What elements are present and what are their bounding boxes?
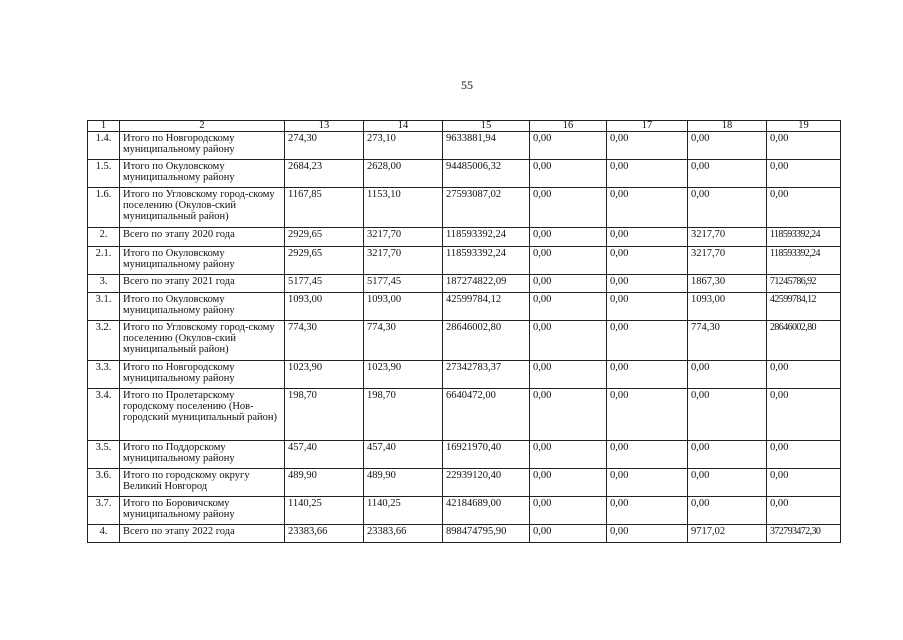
cell-c17: 0,00	[607, 469, 688, 497]
header-row	[88, 121, 841, 132]
column-header: 1	[88, 121, 120, 132]
cell-c16: 0,00	[530, 160, 607, 188]
table-row	[88, 469, 841, 497]
cell-c15: 9633881,94	[443, 132, 530, 160]
cell-c18: 3217,70	[688, 228, 767, 247]
cell-name: Итого по Боровичскому муниципальному району	[120, 497, 285, 525]
cell-c19: 118593392,24	[767, 228, 841, 247]
cell-num: 4.	[88, 525, 120, 543]
cell-c16: 0,00	[530, 441, 607, 469]
column-header: 2	[120, 121, 285, 132]
table-row	[88, 132, 841, 160]
cell-c13: 5177,45	[285, 275, 364, 293]
cell-c16: 0,00	[530, 389, 607, 441]
cell-c17: 0,00	[607, 389, 688, 441]
cell-c14: 1140,25	[364, 497, 443, 525]
cell-c17: 0,00	[607, 321, 688, 361]
cell-c17: 0,00	[607, 441, 688, 469]
cell-c14: 198,70	[364, 389, 443, 441]
cell-c14: 3217,70	[364, 228, 443, 247]
cell-c15: 16921970,40	[443, 441, 530, 469]
cell-c19: 0,00	[767, 441, 841, 469]
cell-c15: 22939120,40	[443, 469, 530, 497]
cell-name: Всего по этапу 2020 года	[120, 228, 285, 247]
cell-num: 1.6.	[88, 188, 120, 228]
cell-c16: 0,00	[530, 132, 607, 160]
cell-c15: 27342783,37	[443, 361, 530, 389]
cell-name: Итого по Поддорскому муниципальному району	[120, 441, 285, 469]
cell-c16: 0,00	[530, 228, 607, 247]
cell-c18: 0,00	[688, 188, 767, 228]
cell-name: Итого по Угловскому город-скому поселению (Окулов-ский муниципальный район)	[120, 321, 285, 361]
cell-num: 2.	[88, 228, 120, 247]
cell-c13: 2929,65	[285, 247, 364, 275]
cell-c13: 2684,23	[285, 160, 364, 188]
cell-c13: 23383,66	[285, 525, 364, 543]
table-row	[88, 228, 841, 247]
cell-c15: 94485006,32	[443, 160, 530, 188]
cell-c13: 1023,90	[285, 361, 364, 389]
cell-c17: 0,00	[607, 160, 688, 188]
cell-c19: 0,00	[767, 497, 841, 525]
cell-c13: 274,30	[285, 132, 364, 160]
cell-c18: 0,00	[688, 361, 767, 389]
cell-c18: 0,00	[688, 132, 767, 160]
cell-c17: 0,00	[607, 525, 688, 543]
cell-c19: 42599784,12	[767, 293, 841, 321]
cell-c19: 0,00	[767, 469, 841, 497]
cell-c13: 489,90	[285, 469, 364, 497]
cell-c17: 0,00	[607, 247, 688, 275]
cell-c16: 0,00	[530, 469, 607, 497]
cell-name: Итого по Пролетарскому городскому поселению (Нов-городский муниципальный район)	[120, 389, 285, 441]
cell-c17: 0,00	[607, 188, 688, 228]
cell-c13: 457,40	[285, 441, 364, 469]
cell-c17: 0,00	[607, 293, 688, 321]
cell-c14: 3217,70	[364, 247, 443, 275]
cell-c19: 0,00	[767, 188, 841, 228]
cell-c14: 489,90	[364, 469, 443, 497]
cell-num: 1.5.	[88, 160, 120, 188]
cell-num: 3.3.	[88, 361, 120, 389]
cell-c13: 1093,00	[285, 293, 364, 321]
cell-num: 2.1.	[88, 247, 120, 275]
cell-c19: 118593392,24	[767, 247, 841, 275]
column-header: 14	[364, 121, 443, 132]
cell-num: 3.6.	[88, 469, 120, 497]
cell-c18: 0,00	[688, 389, 767, 441]
column-header: 19	[767, 121, 841, 132]
column-header: 17	[607, 121, 688, 132]
table-row	[88, 361, 841, 389]
cell-c16: 0,00	[530, 497, 607, 525]
cell-c15: 27593087,02	[443, 188, 530, 228]
cell-c14: 273,10	[364, 132, 443, 160]
cell-name: Всего по этапу 2021 года	[120, 275, 285, 293]
cell-c14: 774,30	[364, 321, 443, 361]
cell-c18: 1867,30	[688, 275, 767, 293]
column-header: 13	[285, 121, 364, 132]
cell-c15: 898474795,90	[443, 525, 530, 543]
cell-c15: 28646002,80	[443, 321, 530, 361]
cell-c19: 0,00	[767, 160, 841, 188]
cell-name: Итого по Новгородскому муниципальному району	[120, 361, 285, 389]
cell-name: Итого по Окуловскому муниципальному району	[120, 293, 285, 321]
cell-num: 3.5.	[88, 441, 120, 469]
cell-c17: 0,00	[607, 497, 688, 525]
cell-c13: 774,30	[285, 321, 364, 361]
page-number: 55	[461, 78, 473, 92]
cell-name: Всего по этапу 2022 года	[120, 525, 285, 543]
cell-c15: 118593392,24	[443, 247, 530, 275]
cell-c17: 0,00	[607, 275, 688, 293]
cell-num: 1.4.	[88, 132, 120, 160]
cell-c14: 1153,10	[364, 188, 443, 228]
table-row	[88, 441, 841, 469]
table-row	[88, 160, 841, 188]
cell-c19: 0,00	[767, 361, 841, 389]
cell-c16: 0,00	[530, 188, 607, 228]
cell-c13: 2929,65	[285, 228, 364, 247]
table-row	[88, 293, 841, 321]
cell-c16: 0,00	[530, 321, 607, 361]
cell-c15: 118593392,24	[443, 228, 530, 247]
cell-c14: 5177,45	[364, 275, 443, 293]
cell-c18: 774,30	[688, 321, 767, 361]
cell-num: 3.	[88, 275, 120, 293]
cell-c18: 0,00	[688, 160, 767, 188]
cell-c19: 71245786,92	[767, 275, 841, 293]
cell-name: Итого по городскому округу Великий Новгород	[120, 469, 285, 497]
cell-c15: 42599784,12	[443, 293, 530, 321]
cell-c18: 3217,70	[688, 247, 767, 275]
cell-c15: 187274822,09	[443, 275, 530, 293]
cell-c19: 0,00	[767, 389, 841, 441]
cell-c14: 2628,00	[364, 160, 443, 188]
cell-c17: 0,00	[607, 361, 688, 389]
cell-num: 3.7.	[88, 497, 120, 525]
table-row	[88, 525, 841, 543]
table-row	[88, 389, 841, 441]
table-row	[88, 247, 841, 275]
cell-c16: 0,00	[530, 293, 607, 321]
cell-c15: 42184689,00	[443, 497, 530, 525]
cell-c13: 1140,25	[285, 497, 364, 525]
column-header: 16	[530, 121, 607, 132]
cell-c13: 1167,85	[285, 188, 364, 228]
cell-c16: 0,00	[530, 525, 607, 543]
cell-c15: 6640472,00	[443, 389, 530, 441]
table-row	[88, 188, 841, 228]
cell-num: 3.2.	[88, 321, 120, 361]
cell-c17: 0,00	[607, 132, 688, 160]
cell-num: 3.1.	[88, 293, 120, 321]
cell-c16: 0,00	[530, 361, 607, 389]
column-header: 18	[688, 121, 767, 132]
cell-c18: 0,00	[688, 469, 767, 497]
cell-c18: 0,00	[688, 441, 767, 469]
cell-c19: 372793472,30	[767, 525, 841, 543]
cell-c14: 1023,90	[364, 361, 443, 389]
column-header: 15	[443, 121, 530, 132]
cell-name: Итого по Угловскому город-скому поселению (Окулов-ский муниципальный район)	[120, 188, 285, 228]
cell-c14: 1093,00	[364, 293, 443, 321]
cell-c18: 1093,00	[688, 293, 767, 321]
table-row	[88, 321, 841, 361]
cell-c14: 457,40	[364, 441, 443, 469]
cell-num: 3.4.	[88, 389, 120, 441]
table-body	[88, 121, 841, 543]
cell-c16: 0,00	[530, 275, 607, 293]
cell-c17: 0,00	[607, 228, 688, 247]
cell-name: Итого по Окуловскому муниципальному району	[120, 160, 285, 188]
cell-c14: 23383,66	[364, 525, 443, 543]
table-row	[88, 275, 841, 293]
data-table	[87, 120, 841, 543]
cell-c18: 9717,02	[688, 525, 767, 543]
cell-c19: 28646002,80	[767, 321, 841, 361]
cell-c16: 0,00	[530, 247, 607, 275]
cell-name: Итого по Окуловскому муниципальному району	[120, 247, 285, 275]
cell-c18: 0,00	[688, 497, 767, 525]
table-row	[88, 497, 841, 525]
cell-c13: 198,70	[285, 389, 364, 441]
cell-name: Итого по Новгородскому муниципальному району	[120, 132, 285, 160]
cell-c19: 0,00	[767, 132, 841, 160]
